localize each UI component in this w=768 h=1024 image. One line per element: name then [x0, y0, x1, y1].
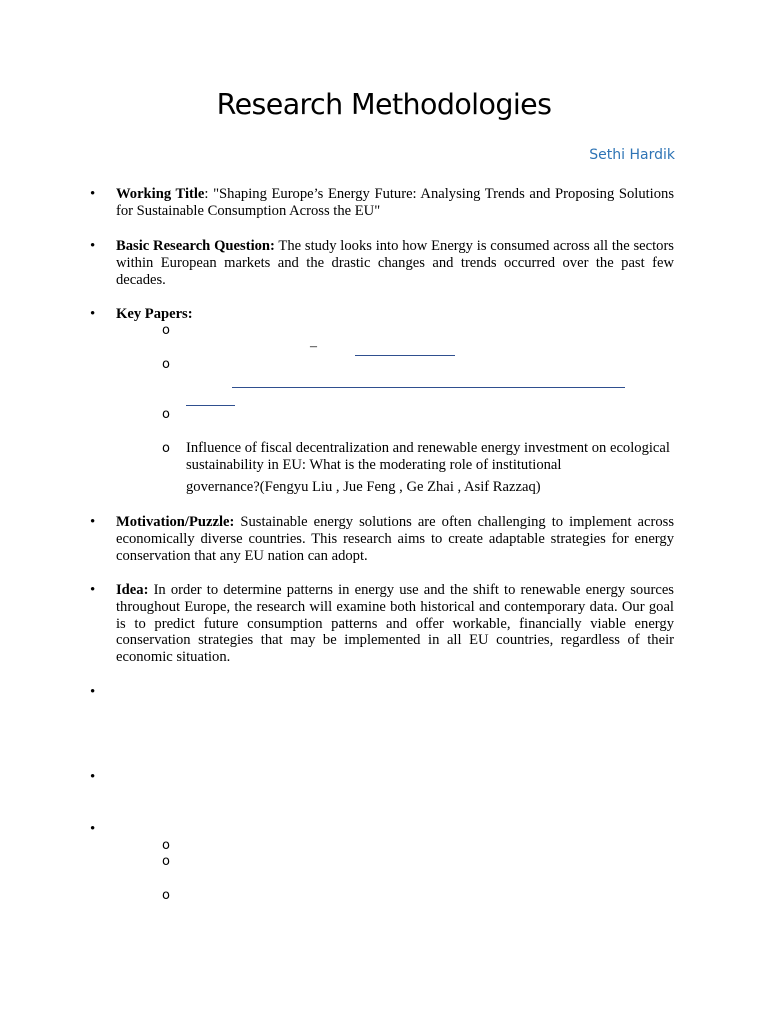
bullet: • — [90, 186, 96, 202]
bullet: • — [90, 238, 96, 254]
key-paper-2-link[interactable] — [232, 387, 625, 388]
motivation-paragraph — [116, 514, 674, 564]
basic-question-paragraph — [116, 238, 674, 288]
working-title-label: Working Title — [116, 186, 205, 202]
author-name: Sethi Hardik — [589, 147, 675, 163]
sub-bullet: o — [162, 357, 170, 372]
bullet: • — [90, 769, 96, 785]
key-papers-paragraph — [116, 306, 674, 323]
sub-bullet: o — [162, 323, 170, 338]
dash-mark: – — [310, 339, 317, 354]
bullet: • — [90, 821, 96, 837]
key-paper-4-line2: governance?(Fengyu Liu , Jue Feng , Ge Zhai , Asif Razzaq) — [186, 479, 541, 495]
sub-bullet: o — [162, 838, 170, 853]
sub-bullet: o — [162, 888, 170, 903]
basic-question-label: Basic Research Question: — [116, 238, 275, 254]
motivation-text: Sustainable energy solutions are often challenging to implement across economically diverse countries. This research aims to create adaptable strategies for energy conservation that any EU nation can adopt. — [116, 514, 674, 564]
bullet: • — [90, 514, 96, 530]
page-title: Research Methodologies — [216, 88, 552, 121]
idea-paragraph — [116, 582, 674, 666]
key-paper-4-line1: Influence of fiscal decentralization and renewable energy investment on ecological sustainability in EU: What is the moderating role of institutional — [186, 440, 670, 473]
motivation-label: Motivation/Puzzle: — [116, 514, 235, 530]
working-title-text: : "Shaping Europe’s Energy Future: Analysing Trends and Proposing Solutions for Sustainable Consumption Across the EU" — [116, 186, 674, 219]
bullet: • — [90, 306, 96, 322]
sub-bullet: o — [162, 854, 170, 869]
bullet: • — [90, 684, 96, 700]
sub-bullet: o — [162, 407, 170, 422]
key-papers-label: Key Papers: — [116, 306, 193, 322]
idea-label: Idea: — [116, 582, 149, 598]
basic-question-text: The study looks into how Energy is consumed across all the sectors within European markets and the drastic changes and trends occurred over the past few decades. — [116, 238, 674, 288]
sub-bullet: o — [162, 441, 170, 456]
key-paper-1-link[interactable] — [355, 355, 455, 356]
bullet: • — [90, 582, 96, 598]
key-paper-2-link-continuation[interactable] — [186, 405, 235, 406]
working-title-paragraph — [116, 186, 674, 220]
idea-text: In order to determine patterns in energy use and the shift to renewable energy sources throughout Europe, the research will examine both historical and contemporary data. Our goal is to predict future consumption patterns and offer workable, financially viable energy conservation strategies that may be implemented in all EU countries, regardless of their economic situation. — [116, 582, 674, 666]
